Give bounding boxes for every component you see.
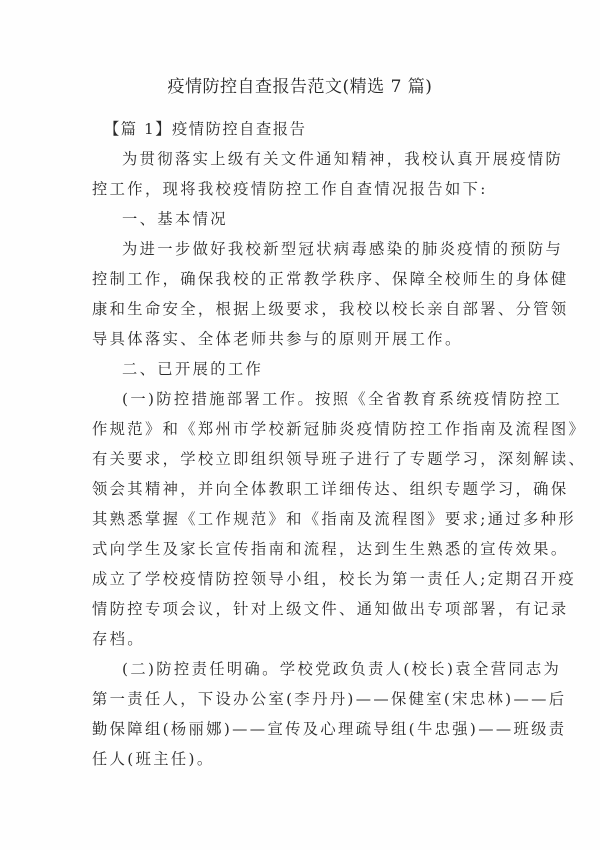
section-heading: 【篇 1】疫情防控自查报告 (104, 120, 307, 138)
text-line: 存档。 (92, 630, 145, 648)
text-line: 为进一步做好我校新型冠状病毒感染的肺炎疫情的预防与 (122, 240, 564, 258)
text-line: 控制工作，确保我校的正常教学秩序、保障全校师生的身体健 (92, 270, 569, 288)
paragraph-lines (92, 144, 587, 774)
text-line: 有关要求，学校立即组织领导班子进行了专题学习，深刻解读、 (92, 450, 587, 468)
text-line: 领会其精神，并向全体教职工详细传达、组织专题学习，确保 (92, 480, 569, 498)
text-line: 成立了学校疫情防控领导小组，校长为第一责任人;定期召开疫 (92, 570, 576, 588)
text-line: (二)防控责任明确。学校党政负责人(校长)袁全营同志为 (122, 660, 562, 678)
text-line: 勤保障组(杨丽娜)——宣传及心理疏导组(牛忠强)——班级责 (92, 720, 567, 738)
text-line: 作规范》和《郑州市学校新冠肺炎疫情防控工作指南及流程图》 (92, 420, 587, 438)
text-line: 二、已开展的工作 (122, 360, 264, 378)
text-line: 控工作，现将我校疫情防控工作自查情况报告如下: (92, 180, 488, 198)
text-line: (一)防控措施部署工作。按照《全省教育系统疫情防控工 (122, 390, 563, 408)
text-line: 导具体落实、全体老师共参与的原则开展工作。 (92, 330, 463, 348)
text-line: 式向学生及家长宣传指南和流程，达到生生熟悉的宣传效果。 (92, 540, 569, 558)
document-title: 疫情防控自查报告范文(精选 7 篇) (167, 77, 433, 97)
text-line: 第一责任人，下设办公室(李丹丹)——保健室(宋忠林)——后 (92, 690, 567, 708)
text-line: 其熟悉掌握《工作规范》和《指南及流程图》要求;通过多种形 (92, 510, 576, 528)
document-body (92, 114, 587, 774)
text-line: 任人(班主任)。 (92, 750, 215, 768)
text-line: 情防控专项会议，针对上级文件、通知做出专项部署，有记录 (92, 600, 569, 618)
text-line: 为贯彻落实上级有关文件通知精神，我校认真开展疫情防 (122, 150, 564, 168)
text-line: 康和生命安全，根据上级要求，我校以校长亲自部署、分管领 (92, 300, 569, 318)
text-line: 一、基本情况 (122, 210, 228, 228)
